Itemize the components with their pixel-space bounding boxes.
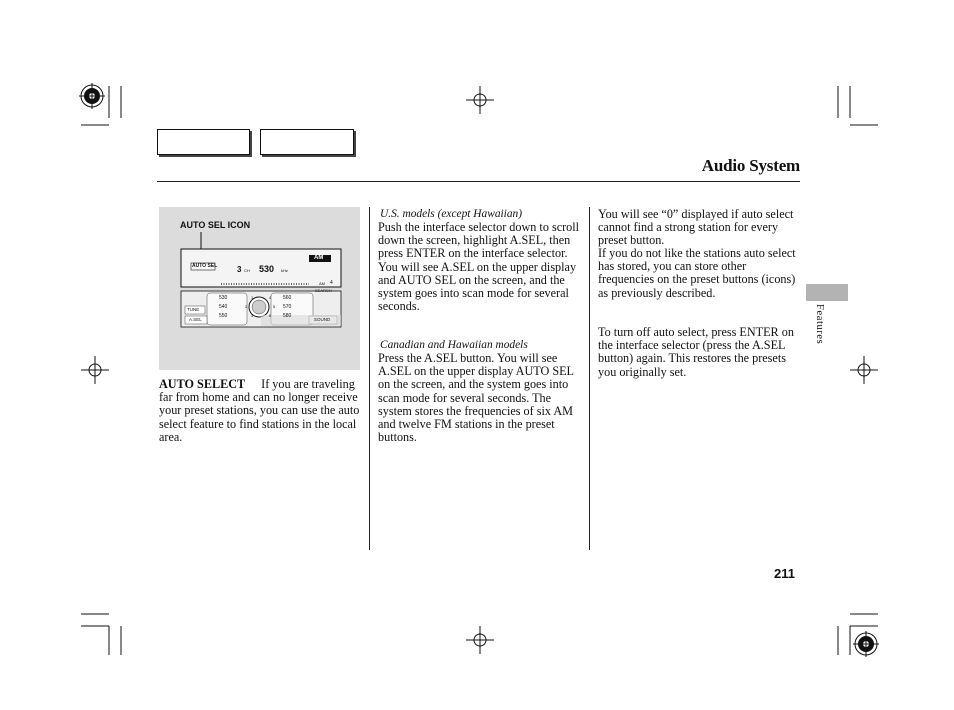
frequency-readout: 530 [259, 264, 275, 274]
tune-button[interactable]: TUNE [187, 307, 200, 312]
section-tab-label: Features [814, 304, 825, 345]
header-rule [157, 181, 800, 182]
sound-button[interactable]: SOUND [314, 317, 331, 322]
canadian-models-text: Press the A.SEL button. You will see A.SEL on the upper display AUTO SEL on the screen, and the system goes into scan mode for several seconds. The system stores the frequencies of six AM and twelve FM stations in the preset buttons. [378, 351, 574, 445]
band-indicator: AM [314, 255, 324, 261]
preset-num-1: 1 [251, 295, 254, 300]
section-tab [806, 284, 848, 301]
channel-label: CH [244, 268, 250, 273]
auto-select-text: If you are traveling far from home and can no longer receive your preset stations, you can use the auto select feature to find stations in the local area. [159, 377, 360, 444]
preset-3[interactable]: 550 [219, 313, 228, 319]
preset-num-3: 3 [251, 313, 254, 318]
preset-1[interactable]: 530 [219, 295, 228, 301]
asel-button[interactable]: A.SEL [189, 317, 202, 322]
us-models-text: Push the interface selector down to scroll down the screen, highlight A.SEL, then press ENTER on the interface selector. You will see A.SEL on the upper display and AUTO SEL on the screen, and the system goes into scan mode for several seconds. [378, 220, 580, 314]
auto-select-heading: AUTO SELECT [159, 377, 246, 391]
turn-off-paragraph: To turn off auto select, press ENTER on the interface selector (press the A.SEL button) again. This restores the presets you originally set. [598, 325, 794, 379]
preset-5[interactable]: 570 [283, 304, 292, 310]
frequency-unit: kHz [281, 268, 288, 273]
page-number: 211 [774, 566, 795, 581]
no-station-paragraph: You will see “0” displayed if auto select cannot find a strong station for every preset button. [598, 207, 794, 248]
canadian-models-heading: Canadian and Hawaiian models [380, 339, 528, 351]
page-title: Audio System [701, 156, 800, 175]
preset-num-4: 4 [269, 295, 272, 300]
scale-marker: 4 [330, 280, 333, 286]
scale-band-label: AM [319, 281, 325, 286]
column-divider-2 [589, 207, 590, 550]
preset-num-5: 5 [273, 304, 276, 309]
header-tab-box-2 [260, 129, 354, 155]
column-divider-1 [369, 207, 370, 550]
auto-sel-indicator: AUTO SEL [192, 263, 218, 269]
store-other-paragraph: If you do not like the stations auto select has stored, you can store other frequencies on the preset buttons (icons) as previously described. [598, 246, 796, 300]
preset-4[interactable]: 560 [283, 295, 292, 301]
preset-number: 3 [237, 265, 242, 274]
figure-label: AUTO SEL ICON [180, 220, 251, 230]
preset-6[interactable]: 580 [283, 313, 292, 319]
search-label: SEARCH [315, 288, 332, 293]
audio-display-figure [159, 207, 360, 370]
auto-select-paragraph [159, 378, 363, 444]
preset-num-2: 2 [245, 304, 248, 309]
us-models-heading: U.S. models (except Hawaiian) [380, 208, 523, 220]
preset-num-6: 6 [269, 313, 272, 318]
preset-2[interactable]: 540 [219, 304, 228, 310]
header-tab-box-1 [157, 129, 250, 155]
